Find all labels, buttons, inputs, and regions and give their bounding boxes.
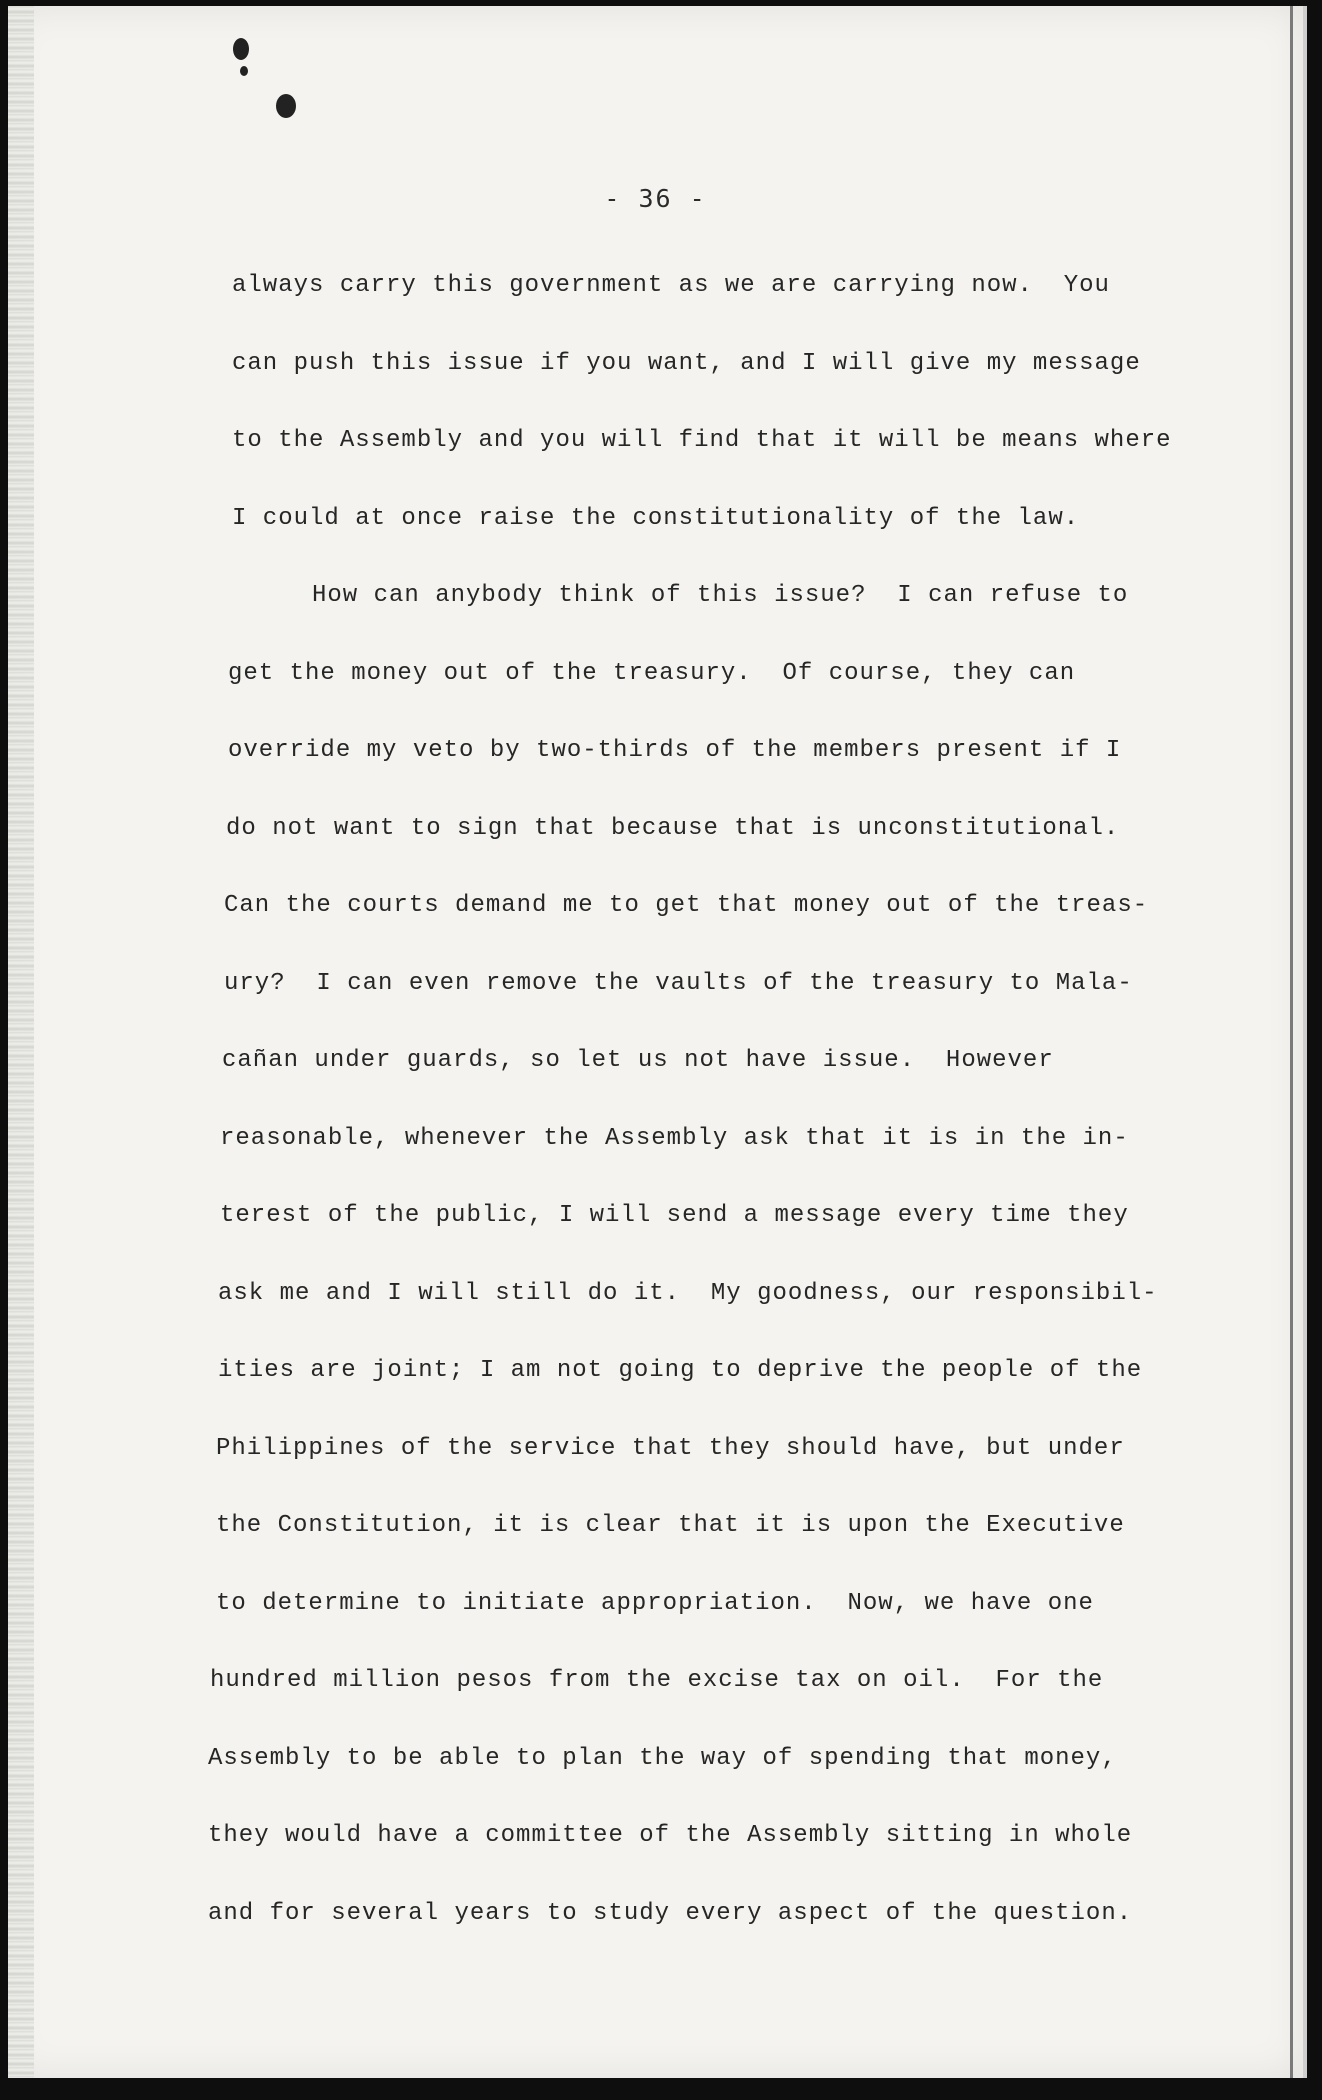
text-line: do not want to sign that because that is unconstitutional. [226,814,1120,842]
ink-blot [276,94,296,118]
text-line: always carry this government as we are carrying now. You [232,272,1110,299]
text-line: I could at once raise the constitutionality of the law. [232,504,1080,532]
text-line: Philippines of the service that they should have, but under [216,1434,1125,1462]
typewritten-page [8,6,1307,2078]
text-line: reasonable, whenever the Assembly ask that it is in the in- [220,1124,1129,1152]
text-line: hundred million pesos from the excise tax on oil. For the [210,1667,1104,1694]
page-binding-edge [8,6,34,2078]
text-line: to determine to initiate appropriation. Now, we have one [216,1589,1094,1617]
ink-blot [233,38,249,60]
body-text [208,271,1208,1976]
text-line: ask me and I will still do it. My goodness, our responsibil- [218,1279,1158,1307]
text-line: to the Assembly and you will find that it will be means where [232,427,1172,454]
text-line: get the money out of the treasury. Of course, they can [228,659,1076,687]
text-line: they would have a committee of the Assembly sitting in whole [208,1822,1133,1849]
page-number: - 36 - [604,184,707,213]
text-line: override my veto by two-thirds of the members present if I [228,737,1122,764]
page-right-edge [1290,6,1293,2078]
text-line: can push this issue if you want, and I will give my message [232,349,1141,377]
text-line: the Constitution, it is clear that it is upon the Executive [216,1512,1125,1539]
text-line: cañan under guards, so let us not have issue. However [222,1047,1054,1074]
text-line: How can anybody think of this issue? I can refuse to [312,582,1129,609]
text-line: and for several years to study every aspect of the question. [208,1899,1133,1927]
text-line: Assembly to be able to plan the way of spending that money, [208,1744,1117,1772]
text-line: terest of the public, I will send a message every time they [220,1202,1129,1229]
ink-blot [240,66,248,76]
text-line: Can the courts demand me to get that money out of the treas- [224,892,1149,919]
text-line: ities are joint; I am not going to deprive the people of the [218,1357,1143,1384]
text-line: ury? I can even remove the vaults of the treasury to Mala- [224,969,1133,997]
